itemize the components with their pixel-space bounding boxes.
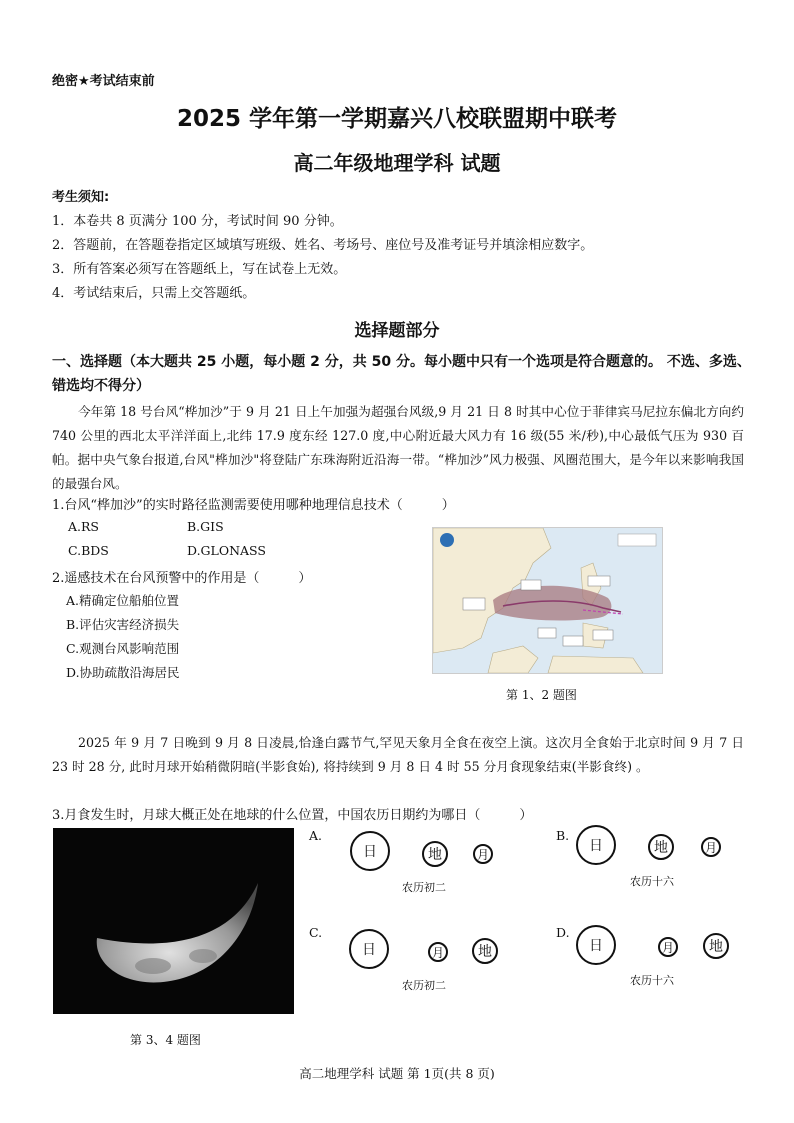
moon-circle: 月 [473,844,493,864]
part-heading: 一、选择题（本大题共 25 小题，每小题 2 分，共 50 分。每小题中只有一个选项是符合题意的。 不选、多选、错选均不得分） [52,354,751,394]
figure-3-4-caption: 第 3、4 题图 [130,1033,201,1047]
q3-option-b-letter: B. [556,828,570,843]
lunar-eclipse-photo [53,828,294,1014]
q3-option-a-caption: 农历初二 [402,881,446,894]
sun-circle: 日 [349,929,389,969]
q3-option-c-caption: 农历初二 [402,979,446,992]
q3-option-a-letter: A. [309,828,323,843]
question-3-stem: 3.月食发生时，月球大概正处在地球的什么位置，中国农历日期约为哪日（ ） [52,808,533,823]
q1-option-b: B.GIS [187,519,224,534]
figure-1-2-caption: 第 1、2 题图 [506,688,577,702]
page-footer: 高二地理学科 试题 第 1页(共 8 页) [299,1066,495,1081]
earth-circle: 地 [648,834,674,860]
q2-option-c: C.观测台风影响范围 [66,641,180,656]
section-title: 选择题部分 [354,321,440,341]
earth-circle: 地 [422,841,448,867]
q1-option-d: D.GLONASS [187,543,266,558]
confidential-mark: 绝密★考试结束前 [52,74,155,89]
q3-option-d-letter: D. [556,925,570,940]
q3-option-b-caption: 农历十六 [630,875,674,888]
sun-circle: 日 [576,825,616,865]
moon-circle: 月 [428,942,448,962]
notice-item: 2．答题前，在答题卷指定区域填写班级、姓名、考场号、座位号及准考证号并填涂相应数字。 [52,238,594,253]
typhoon-map-graphic [433,528,662,673]
earth-circle: 地 [703,933,729,959]
typhoon-passage-text: 今年第 18 号台风“桦加沙”于 9 月 21 日上午加强为超强台风级,9 月 21 日 8 时其中心位于菲律宾马尼拉东偏北方向约 740 公里的西北太平洋洋面上,北纬 17.9 度东经 127.0 度,中心附近最大风力有 16 级(55 米/秒),中心最低气压为 930 百帕。据中央气象台报道,台风"桦加沙"将登陆广东珠海附近沿海一带。“桦加沙”风力极强、风圈范围大，是今年以来影响我国的最强台风。 [52,404,744,491]
notice-heading: 考生须知: [52,190,110,205]
q2-option-d: D.协助疏散沿海居民 [66,665,180,680]
exam-title: 2025 学年第一学期嘉兴八校联盟期中联考 [176,106,618,132]
typhoon-passage [52,400,744,496]
question-1-stem: 1.台风“桦加沙”的实时路径监测需要使用哪种地理信息技术（ ） [52,498,455,513]
exam-subtitle: 高二年级地理学科 试题 [293,151,501,175]
sun-circle: 日 [350,831,390,871]
moon-circle: 月 [701,837,721,857]
eclipse-passage-text: 2025 年 9 月 7 日晚到 9 月 8 日凌晨,恰逢白露节气,罕见天象月全食在夜空上演。这次月全食始于北京时间 9 月 7 日 23 时 28 分, 此时月球开始稍微阴暗(半影食始), 将持续到 9 月 8 日 4 时 55 分月食现象结束(半影食终) 。 [52,735,744,774]
q3-option-d-caption: 农历十六 [630,974,674,987]
notice-item: 3．所有答案必须写在答题纸上，写在试卷上无效。 [52,262,347,277]
q2-option-a: A.精确定位船舶位置 [66,593,180,608]
typhoon-track-map [432,527,663,674]
q3-option-c-letter: C. [309,925,323,940]
q2-option-b: B.评估灾害经济损失 [66,617,180,632]
moon-circle: 月 [658,937,678,957]
notice-item: 4．考试结束后，只需上交答题纸。 [52,286,256,301]
eclipse-passage [52,731,744,779]
moon-graphic [53,828,294,1014]
earth-circle: 地 [472,938,498,964]
q1-option-c: C.BDS [68,543,109,558]
q1-option-a: A.RS [68,519,99,534]
notice-item: 1．本卷共 8 页满分 100 分，考试时间 90 分钟。 [52,214,343,229]
sun-circle: 日 [576,925,616,965]
question-2-stem: 2.遥感技术在台风预警中的作用是（ ） [52,571,312,586]
